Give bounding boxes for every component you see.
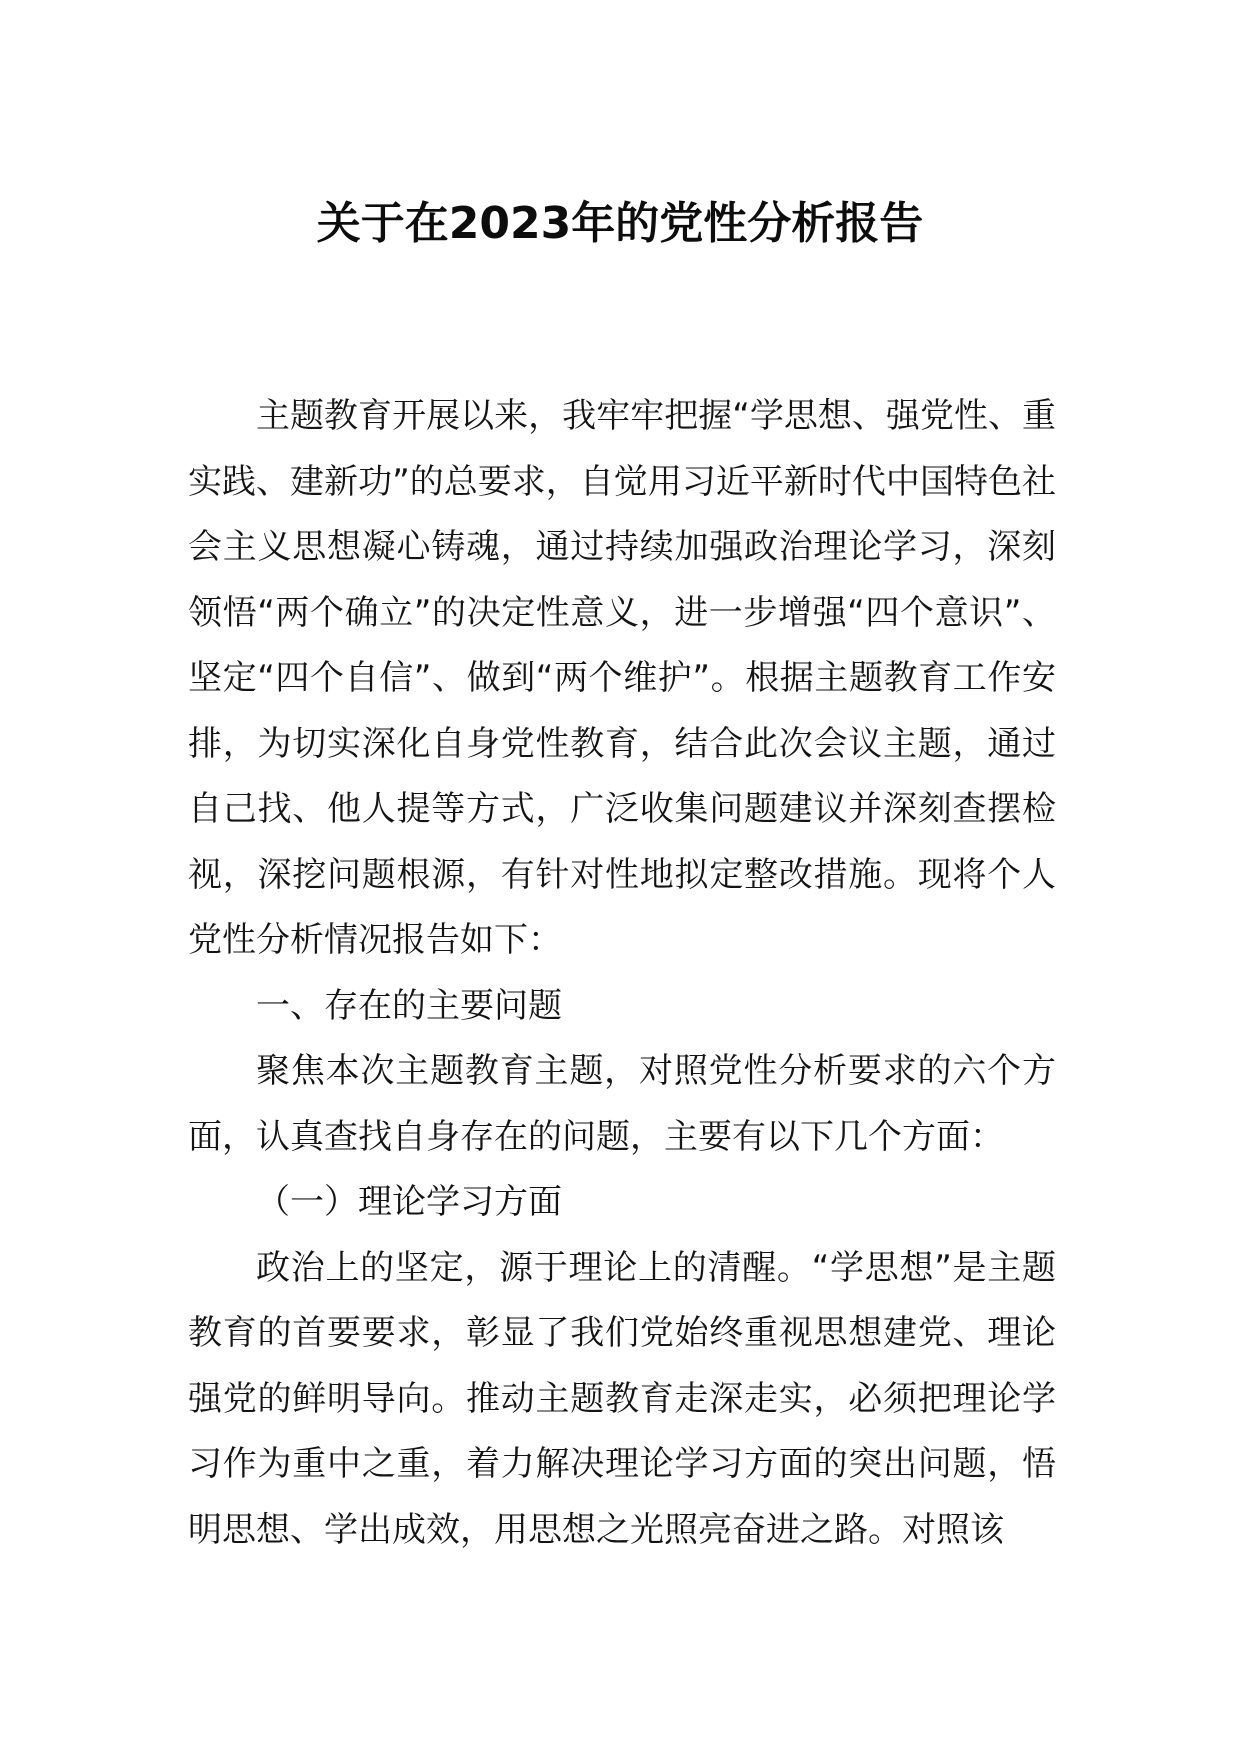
- section-heading-main-problems: 一、存在的主要问题: [256, 985, 562, 1026]
- subsection-heading-theory-study: （一）理论学习方面: [256, 1182, 562, 1222]
- paragraph-problems-intro: 聚焦本次主题教育主题，对照党性分析要求的六个方面，认真查找自身存在的问题，主要有以下几个方面：: [188, 1051, 1056, 1157]
- paragraph-intro: 主题教育开展以来，我牢牢把握“学思想、强党性、重实践、建新功”的总要求，自觉用习近平新时代中国特色社会主义思想凝心铸魂，通过持续加强政治理论学习，深刻领悟“两个确立”的决定性意义，进一步增强“四个意识”、坚定“四个自信”、做到“两个维护”。根据主题教育工作安排，为切实深化自身党性教育，结合此次会议主题，通过自己找、他人提等方式，广泛收集问题建议并深刻查摆检视，深挖问题根源，有针对性地拟定整改措施。现将个人党性分析情况报告如下：: [188, 396, 1056, 960]
- document-title: 关于在2023年的党性分析报告: [316, 198, 924, 249]
- paragraph-theory-study: 政治上的坚定，源于理论上的清醒。“学思想”是主题教育的首要要求，彰显了我们党始终重视思想建党、理论强党的鲜明导向。推动主题教育走深走实，必须把理论学习作为重中之重，着力解决理论学习方面的突出问题，悟明思想、学出成效，用思想之光照亮奋进之路。对照该: [188, 1247, 1056, 1550]
- document-body: [188, 384, 1056, 1563]
